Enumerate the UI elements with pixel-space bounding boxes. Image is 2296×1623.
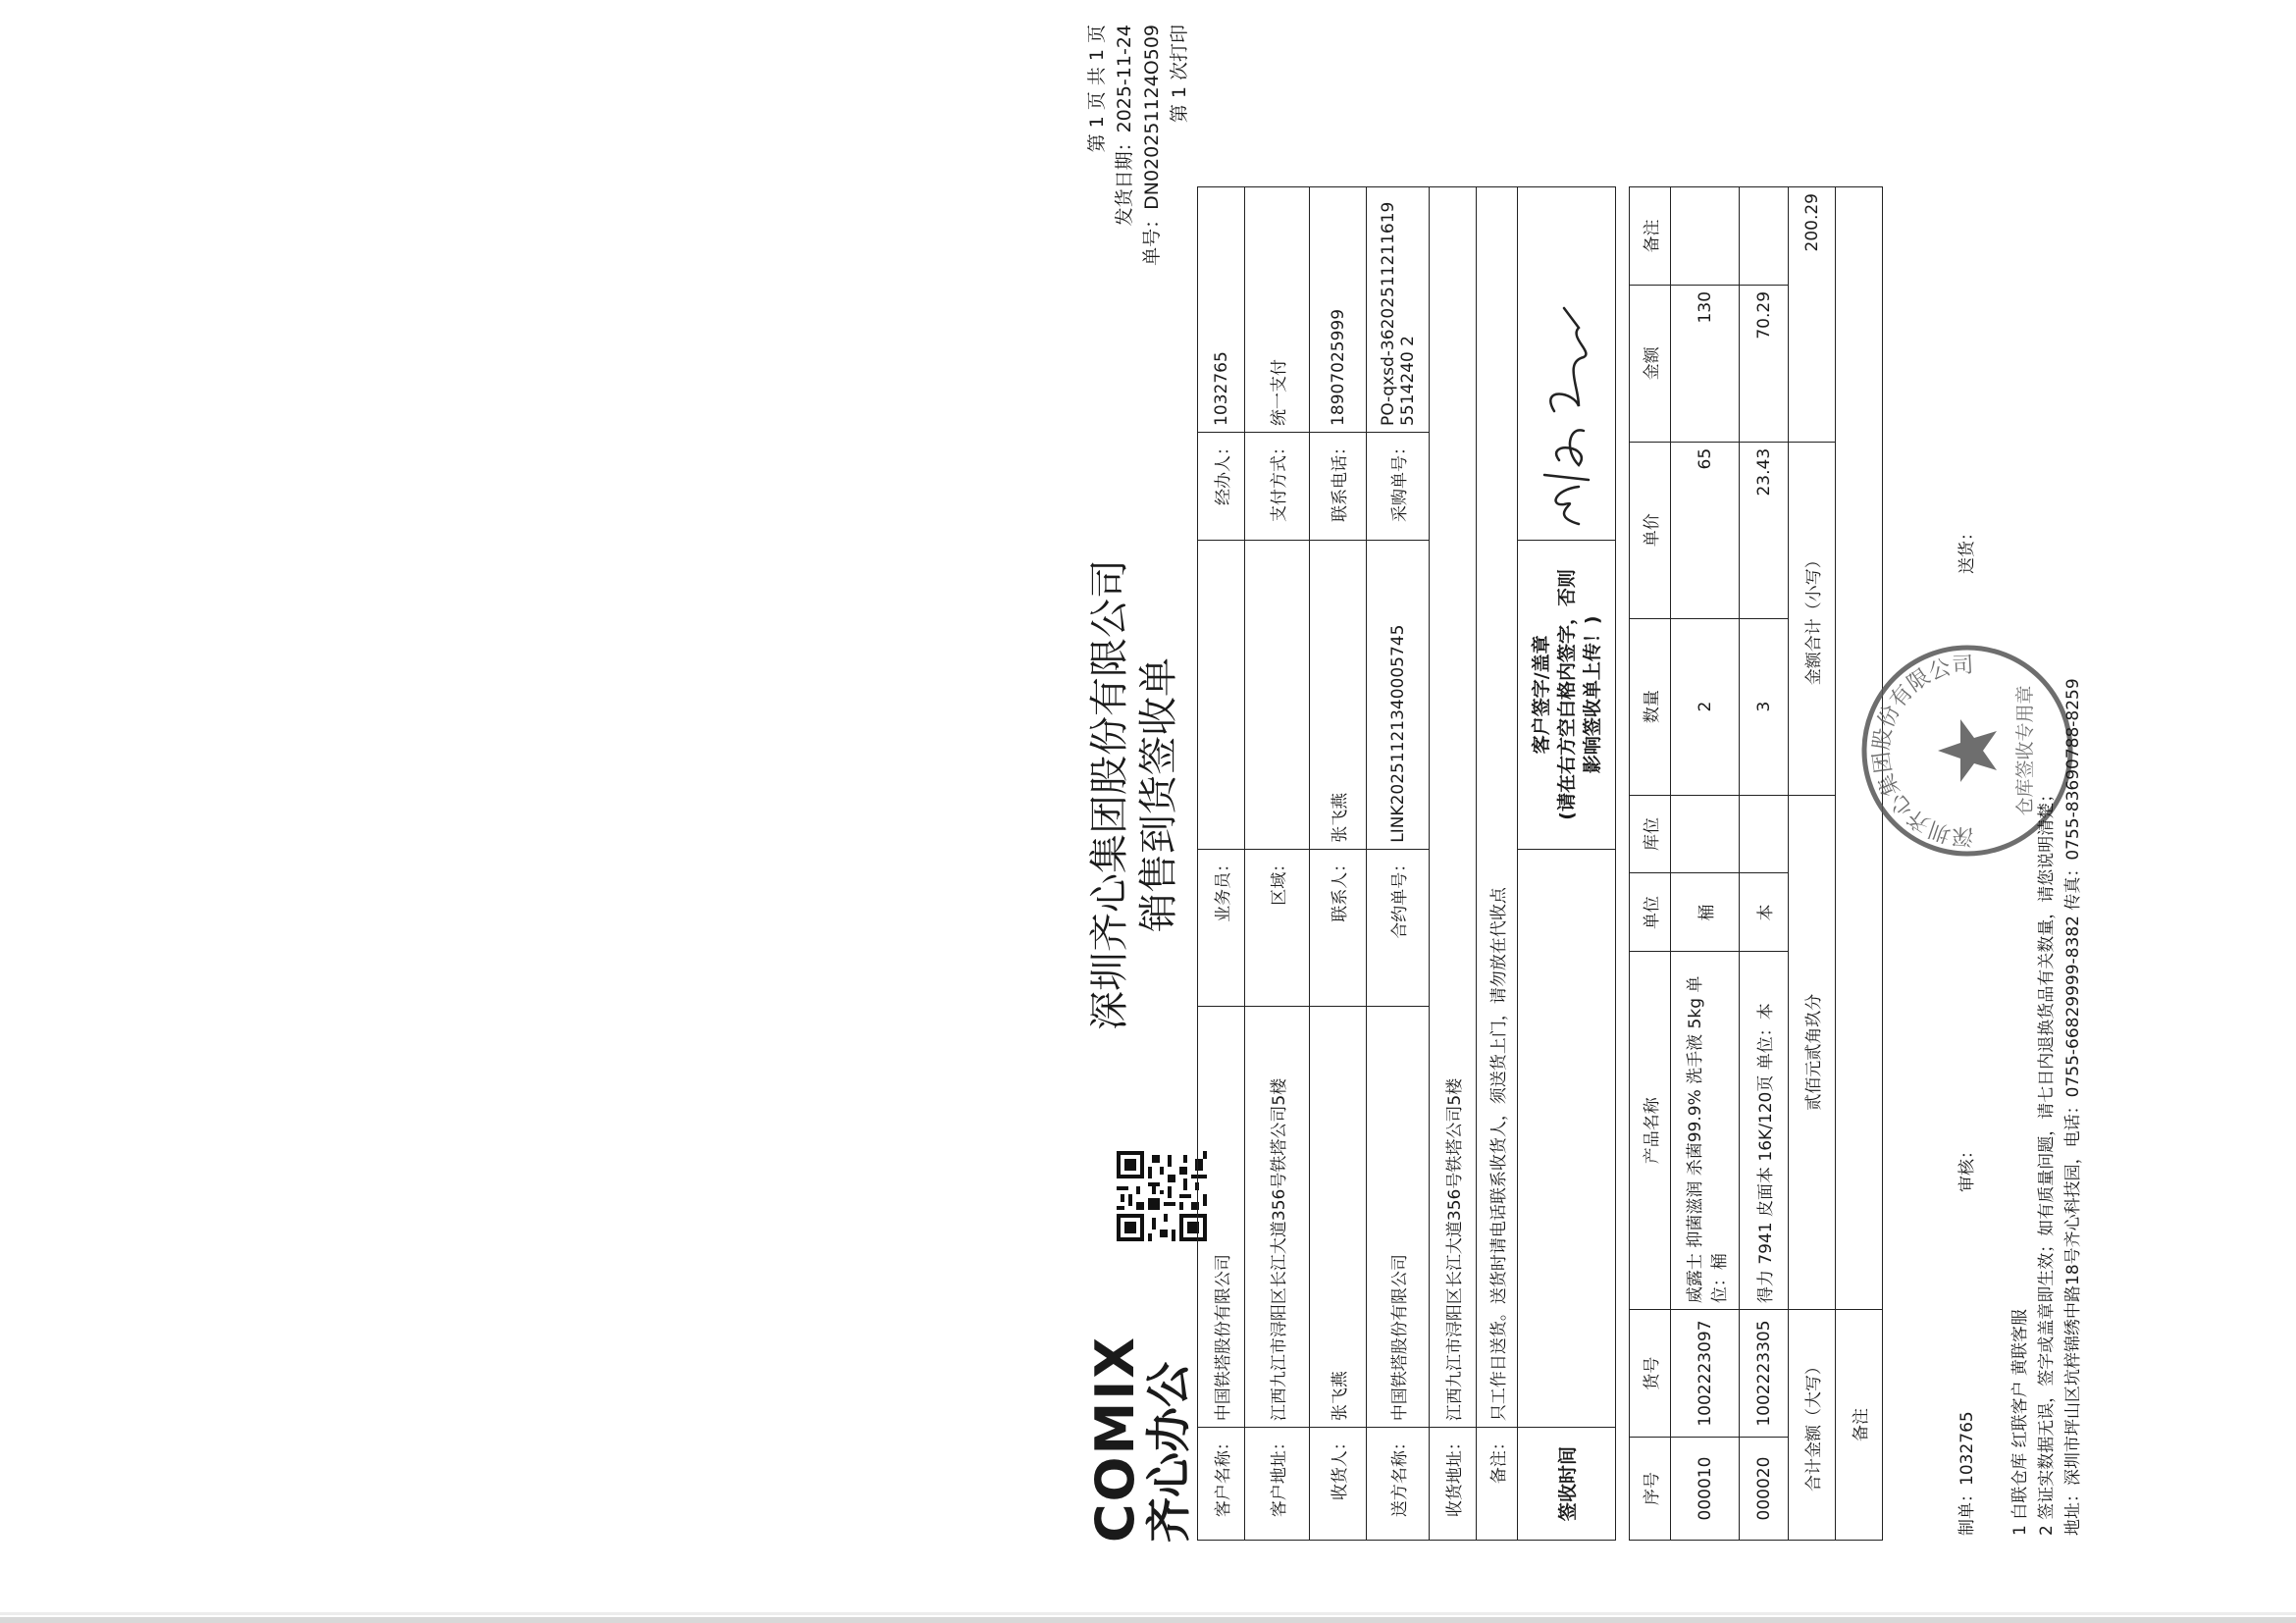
table-row: [1671, 187, 1740, 1541]
header-row: [1367, 187, 1430, 1541]
sign-time-field[interactable]: [1518, 849, 1616, 1427]
company-name: 深圳齐心集团股份有限公司: [1087, 559, 1132, 1030]
column-header-unit: 单位: [1630, 873, 1671, 952]
deliverer: 送货：: [1957, 524, 1977, 574]
qr-code-icon: [1117, 1151, 1207, 1241]
handler: 1032765: [1198, 187, 1245, 433]
column-header-code: 货号: [1630, 1310, 1671, 1438]
item-amount: 70.29: [1740, 285, 1789, 442]
page-indicator: 第 1 页 共 1 页: [1086, 25, 1108, 153]
item-qty: 2: [1671, 618, 1740, 795]
item-unit: 本: [1740, 873, 1789, 952]
items-header-row: [1630, 187, 1671, 1541]
remark-label: 备注：: [1477, 1428, 1518, 1541]
item-qty: 3: [1740, 618, 1789, 795]
item-code: 1002223305: [1740, 1310, 1789, 1438]
table-row: [1740, 187, 1789, 1541]
header-row: [1310, 187, 1367, 1541]
receiver: 张飞燕: [1310, 1006, 1367, 1427]
doc-type-title: 销售到货签收单: [1136, 657, 1181, 932]
region: [1245, 540, 1310, 849]
column-header-seq: 序号: [1630, 1438, 1671, 1541]
po-label: 采购单号：: [1367, 432, 1430, 540]
item-unit: 桶: [1671, 873, 1740, 952]
customer-address: 江西九江市浔阳区长江大道356号铁塔公司5楼: [1245, 1006, 1310, 1427]
handwritten-signature: [1525, 288, 1603, 534]
footer-note-2: 2 签证实数据无误，签字或盖章即生效；如有质量问题，请七日内退换货品有关数量，请您说明清楚；: [2037, 785, 2057, 1536]
column-header-amount: 金额: [1630, 285, 1671, 442]
footer-signatories: [1955, 240, 1984, 1536]
total-lower-value: 200.29: [1789, 187, 1836, 443]
header-row: [1198, 187, 1245, 1541]
salesman-label: 业务员：: [1198, 849, 1245, 1006]
reviewer: 审核：: [1957, 1142, 1977, 1192]
customer-address-label: 客户地址：: [1245, 1428, 1310, 1541]
item-name: 得力 7941 皮面本 16K/120页 单位：本: [1740, 952, 1789, 1310]
sign-notice-line: 影响签收单上传！): [1581, 615, 1603, 774]
seal-subtext: 仓库签收专用章: [2014, 685, 2036, 816]
region-label: 区域：: [1245, 849, 1310, 1006]
ship-address-label: 收货地址：: [1430, 1428, 1477, 1541]
sign-notice-line: 客户签字/盖章: [1530, 635, 1552, 755]
header-row: [1430, 187, 1477, 1541]
receiver-label: 收货人：: [1310, 1428, 1367, 1541]
footer-note-3: 地址：深圳市坪山区坑梓锦绣中路18号齐心科技园，电话：0755-66829999-8382 传真：0755-83690788-8259: [2063, 678, 2083, 1536]
contract-number: LINK20251121340005745: [1367, 540, 1430, 849]
item-name: 威露士 抑菌滋润 杀菌99.9% 洗手液 5kg 单位：桶: [1671, 952, 1740, 1310]
totals-row: [1789, 187, 1836, 1541]
customer-name: 中国铁塔股份有限公司: [1198, 1006, 1245, 1427]
sender-label: 送方名称：: [1367, 1428, 1430, 1541]
item-amount: 130: [1671, 285, 1740, 442]
salesman: [1198, 540, 1245, 849]
payment-method: 统一支付: [1245, 187, 1310, 433]
logo-english: COMIX: [1084, 1335, 1146, 1543]
header-row: [1245, 187, 1310, 1541]
footer: [1955, 240, 2087, 1536]
po-number: PO-qxsd-362025112116195514240 2: [1367, 187, 1430, 433]
item-location: [1671, 795, 1740, 873]
footer-note-1: 1 白联仓库 红联客户 黄联客服: [2010, 1308, 2030, 1536]
sign-notice-line: (请在右方空白格内签字，否则: [1555, 569, 1578, 820]
phone: 18907025999: [1310, 187, 1367, 433]
items-table: [1629, 186, 1883, 1541]
logo-chinese: 齐心办公: [1142, 1362, 1195, 1543]
item-price: 65: [1671, 442, 1740, 618]
handler-label: 经办人：: [1198, 432, 1245, 540]
column-header-location: 库位: [1630, 795, 1671, 873]
signature-field[interactable]: [1518, 187, 1616, 541]
document-meta: [1083, 25, 1193, 402]
item-code: 1002223097: [1671, 1310, 1740, 1438]
remark: 只工作日送货。送货时请电话联系收货人，须送货上门，请勿放在代收点: [1477, 187, 1518, 1428]
contact-label: 联系人：: [1310, 849, 1367, 1006]
header-row: [1477, 187, 1518, 1541]
item-seq: 000020: [1740, 1438, 1789, 1541]
item-note: [1671, 187, 1740, 286]
payment-label: 支付方式：: [1245, 432, 1310, 540]
item-location: [1740, 795, 1789, 873]
signature-row: [1518, 187, 1616, 1541]
sender: 中国铁塔股份有限公司: [1367, 1006, 1430, 1427]
seal-text: 深圳齐心集团股份有限公司: [1869, 653, 1975, 849]
item-seq: 000010: [1671, 1438, 1740, 1541]
ship-address: 江西九江市浔阳区长江大道356号铁塔公司5楼: [1430, 187, 1477, 1428]
company-logo: [1084, 1335, 1195, 1543]
sign-notice: [1518, 540, 1616, 849]
sign-time-label: 签收时间: [1518, 1428, 1616, 1541]
total-upper-value: 贰佰元贰角玖分: [1789, 795, 1836, 1310]
bottom-note-row: [1836, 187, 1883, 1541]
customer-name-label: 客户名称：: [1198, 1428, 1245, 1541]
total-lower-label: 金额合计（小写）: [1789, 442, 1836, 795]
column-header-note: 备注: [1630, 187, 1671, 286]
column-header-name: 产品名称: [1630, 952, 1671, 1310]
header-info-table: [1197, 186, 1616, 1541]
ship-date: 发货日期：2025-11-24: [1114, 25, 1135, 227]
print-count: 第 1 次打印: [1169, 25, 1190, 124]
item-price: 23.43: [1740, 442, 1789, 618]
document-title: [1085, 520, 1183, 1070]
column-header-price: 单价: [1630, 442, 1671, 618]
item-note: [1740, 187, 1789, 286]
bottom-note-label: 备注: [1836, 1310, 1883, 1541]
delivery-receipt-document: [1070, 10, 2119, 1619]
phone-label: 联系电话：: [1310, 432, 1367, 540]
maker: 制单：1032765: [1957, 1411, 1977, 1536]
column-header-qty: 数量: [1630, 618, 1671, 795]
contact: 张飞燕: [1310, 540, 1367, 849]
order-number: 单号：DN020251124O509: [1141, 25, 1163, 266]
contract-label: 合约单号：: [1367, 849, 1430, 1006]
total-upper-label: 合计金额（大写）: [1789, 1310, 1836, 1541]
